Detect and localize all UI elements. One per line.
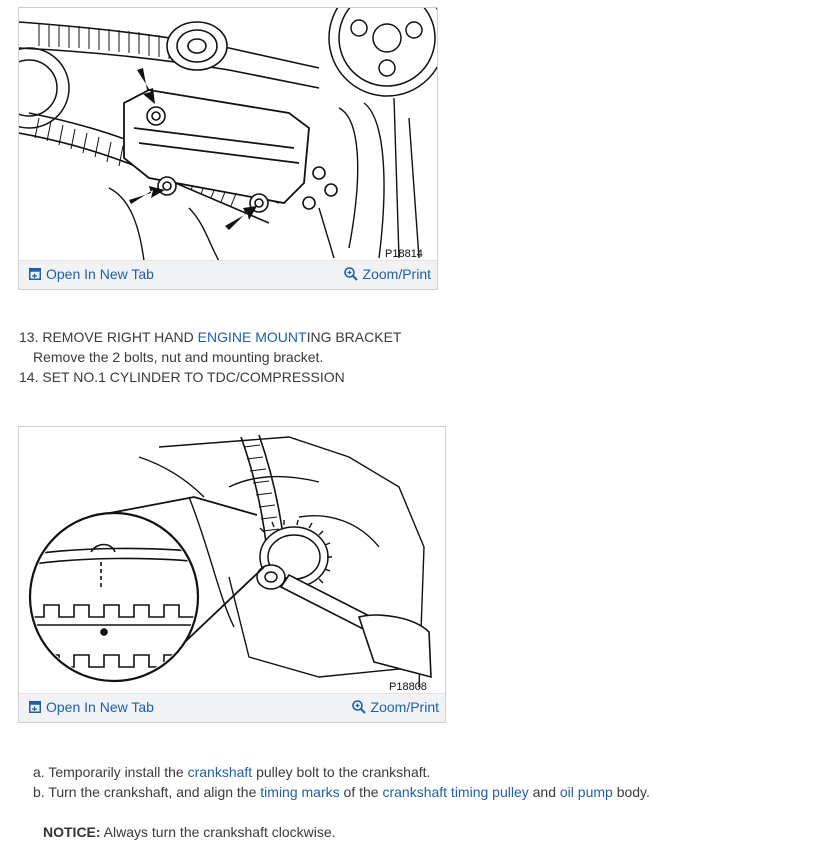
open-in-new-tab-link[interactable]: [29, 699, 154, 715]
step-13-text-end: ING BRACKET: [306, 329, 402, 345]
zoom-print-label: Zoom/Print: [370, 699, 439, 715]
notice: [43, 823, 336, 841]
substep-a: [33, 763, 430, 781]
bracket-illustration: [19, 8, 437, 261]
substep-a-text: Temporarily install the: [48, 764, 188, 780]
zoom-icon: [352, 700, 366, 714]
substep-marker: a.: [33, 764, 45, 780]
notice-text: Always turn the crankshaft clockwise.: [100, 824, 336, 840]
new-tab-icon: [29, 268, 41, 280]
figure-toolbar: [19, 693, 445, 722]
substep-b: [33, 783, 650, 801]
substep-b-text-end: body.: [612, 784, 650, 800]
substep-b-text-mid: of the: [339, 784, 383, 800]
notice-label: NOTICE:: [43, 824, 101, 840]
substep-a-text-end: pulley bolt to the crankshaft.: [252, 764, 431, 780]
timing-marks-link[interactable]: timing marks: [260, 784, 340, 800]
open-in-new-tab-label: Open In New Tab: [46, 266, 154, 282]
step-13-detail: Remove the 2 bolts, nut and mounting bracket.: [33, 349, 324, 365]
zoom-print-label: Zoom/Print: [362, 266, 431, 282]
step-14-heading: [19, 368, 345, 386]
oil-pump-link[interactable]: oil pump: [559, 784, 613, 800]
step-13-heading: [19, 328, 401, 346]
open-in-new-tab-label: Open In New Tab: [46, 699, 154, 715]
crankshaft-link[interactable]: crankshaft: [187, 764, 253, 780]
step-number: 14.: [19, 369, 39, 385]
engine-mount-link[interactable]: ENGINE MOUNT: [197, 329, 307, 345]
zoom-print-link[interactable]: [344, 266, 431, 282]
step-13-text: REMOVE RIGHT HAND: [42, 329, 198, 345]
figure-code: P18808: [389, 681, 427, 693]
crankshaft-timing-pulley-link[interactable]: crankshaft timing pulley: [382, 784, 529, 800]
step-14-text: SET NO.1 CYLINDER TO TDC/COMPRESSION: [42, 369, 345, 385]
figure-code: P18814: [385, 248, 423, 260]
figure-engine-mount-bracket: [18, 7, 438, 290]
timing-mark-illustration: [19, 427, 445, 694]
step-number: 13.: [19, 329, 39, 345]
new-tab-icon: [29, 701, 41, 713]
substep-b-text: Turn the crankshaft, and align the: [48, 784, 261, 800]
open-in-new-tab-link[interactable]: [29, 266, 154, 282]
figure-tdc-timing-marks: [18, 426, 446, 723]
substep-marker: b.: [33, 784, 45, 800]
zoom-print-link[interactable]: [352, 699, 439, 715]
figure-toolbar: [19, 260, 437, 289]
substep-b-text-and: and: [528, 784, 560, 800]
zoom-icon: [344, 267, 358, 281]
